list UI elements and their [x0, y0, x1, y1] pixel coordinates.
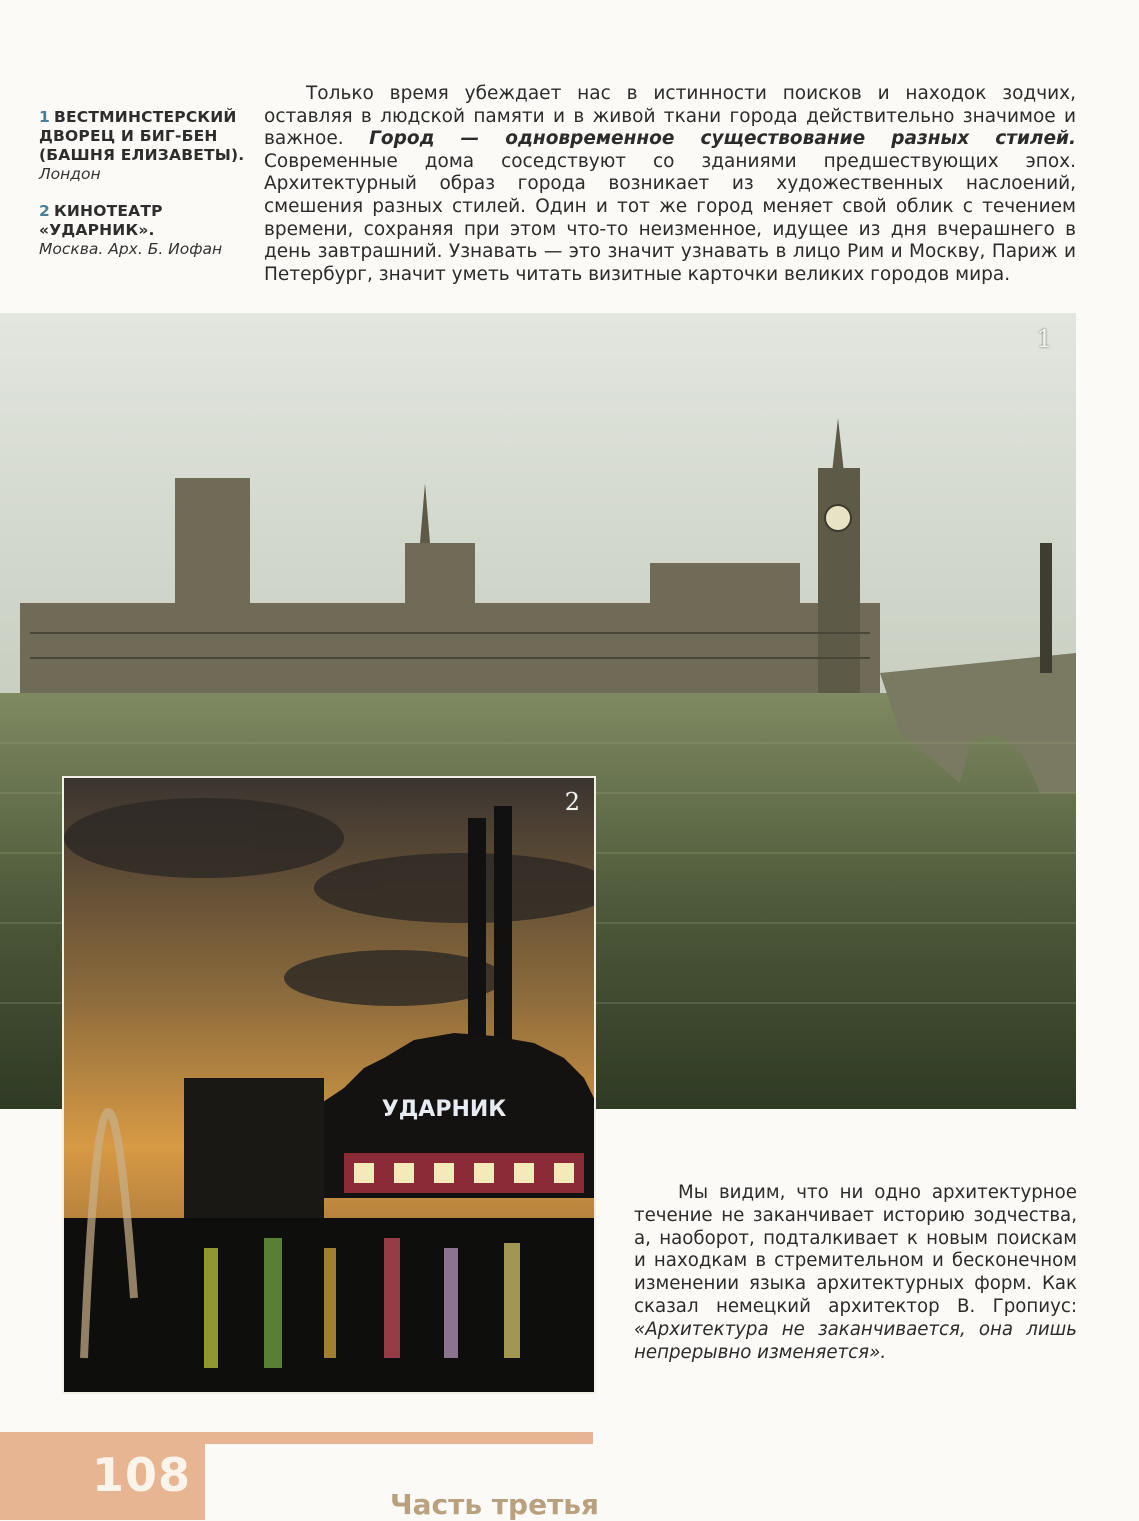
caption-title: ВЕСТМИНСТЕРСКИЙ ДВОРЕЦ И БИГ-БЕН (БАШНЯ ЕЛИЗАВЕТЫ). — [39, 108, 245, 164]
caption-title: КИНОТЕАТР «УДАРНИК». — [39, 202, 163, 239]
page-number: 108 — [92, 1448, 192, 1502]
gropius-quote: «Архитектура не заканчивается, она лишь непрерывно изменяется». — [634, 1318, 1077, 1363]
main-text-emphasis: Город — одновременное существование разных стилей. — [369, 128, 1076, 150]
side-text-part1: Мы видим, что ни одно архитектурное течение не заканчивает историю зодчества, а, наоборот, подталкивает к новым поискам и находкам в стремительном и бесконечном изменении языка архитектурных форм. Как сказал немецкий архитектор В. Гропиус: — [634, 1182, 1077, 1317]
footer-band — [0, 1432, 593, 1444]
side-paragraph — [634, 1182, 1077, 1364]
main-text-part1: Только время убеждает нас в истинности поисков и находок зодчих, оставляя в людской памяти и в живой ткани города действительно значимое и важное. — [264, 83, 1076, 150]
caption-1 — [39, 108, 254, 184]
caption-number: 1 — [39, 108, 50, 126]
section-label: Часть третья — [390, 1488, 599, 1521]
caption-subtitle: Лондон — [39, 165, 101, 183]
figure-captions — [39, 108, 254, 277]
udarnik-illustration — [64, 778, 594, 1392]
udarnik-sign: УДАРНИК — [381, 1097, 507, 1122]
caption-number: 2 — [39, 202, 50, 220]
photo-number-2: 2 — [564, 788, 580, 816]
photo-number-1: 1 — [1036, 325, 1052, 353]
main-paragraph — [264, 83, 1076, 286]
photo-udarnik — [62, 776, 596, 1394]
caption-subtitle: Москва. Арх. Б. Иофан — [39, 240, 223, 258]
caption-2 — [39, 202, 254, 259]
main-text-part2: Современные дома соседствуют со зданиями предшествующих эпох. Архитектурный образ города возникает из художественных наслоений, смешения разных стилей. Один и тот же город меняет свой облик с течением времени, сохраняя при этом что-то неизменное, идущее из дня вчерашнего в день завтрашний. Узнавать — это значит узнавать в лицо Рим и Москву, Париж и Петербург, значит уметь читать визитные карточки великих городов мира. — [264, 150, 1076, 285]
